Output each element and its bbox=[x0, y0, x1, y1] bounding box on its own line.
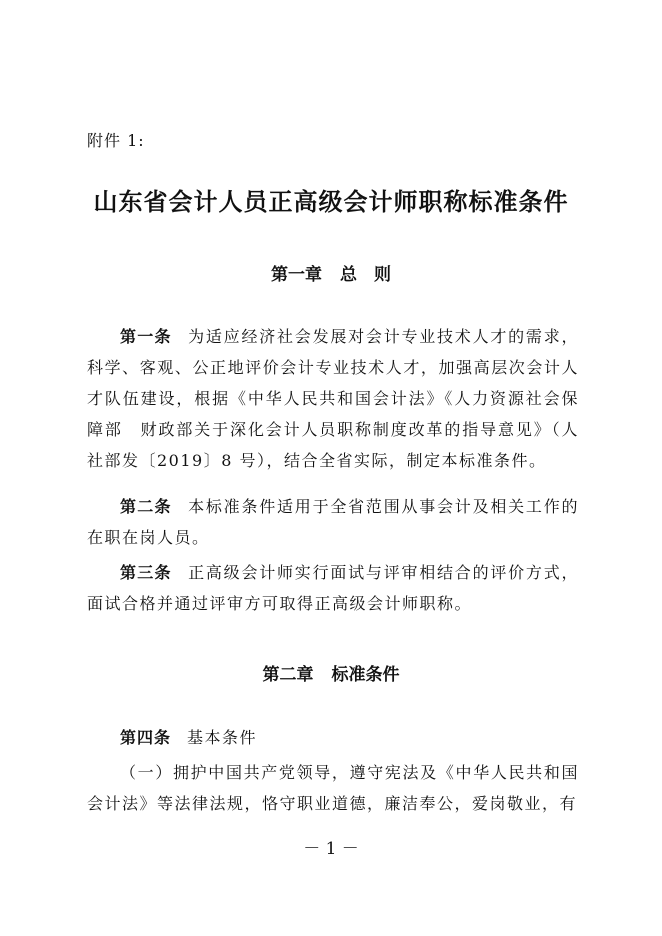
chapter-name: 总 则 bbox=[340, 265, 391, 285]
article-paragraph bbox=[87, 321, 579, 476]
document-title: 山东省会计人员正高级会计师职称标准条件 bbox=[93, 187, 569, 216]
article-label: 第二条 bbox=[120, 497, 172, 516]
article-text: 为适应经济社会发展对会计专业技术人才的需求，科学、客观、公正地评价会计专业技术人才，加强高层次会计人才队伍建设，根据《中华人民共和国会计法》《人力资源社会保障部 财政部关于深化会计人员职称制度改革的指导意见》（人社部发〔2019〕8 号），结合全省实际，制定本标准条件。 bbox=[87, 327, 579, 470]
chapter-heading bbox=[0, 260, 662, 285]
clause-paragraph: （一）拥护中国共产党领导，遵守宪法及《中华人民共和国会计法》等法律法规，恪守职业道德，廉洁奉公，爱岗敬业，有 bbox=[87, 763, 579, 813]
article-text: 基本条件 bbox=[187, 728, 258, 747]
article-text: 本标准条件适用于全省范围从事会计及相关工作的在职在岗人员。 bbox=[87, 497, 579, 547]
chapter-label: 第一章 bbox=[271, 265, 322, 285]
article-label: 第四条 bbox=[120, 728, 172, 747]
article-label: 第三条 bbox=[120, 563, 172, 582]
chapter-name: 标准条件 bbox=[331, 665, 400, 685]
article-paragraph bbox=[87, 722, 579, 753]
article-text: 正高级会计师实行面试与评审相结合的评价方式，面试合格并通过评审方可取得正高级会计师职称。 bbox=[87, 563, 579, 613]
article-paragraph bbox=[87, 491, 579, 553]
article-paragraph bbox=[87, 557, 579, 619]
attachment-label: 附件 1: bbox=[87, 131, 145, 150]
chapter-label: 第二章 bbox=[262, 665, 314, 685]
page-number: － 1 － bbox=[303, 839, 359, 859]
chapter-heading bbox=[0, 660, 662, 685]
article-label: 第一条 bbox=[120, 327, 172, 346]
